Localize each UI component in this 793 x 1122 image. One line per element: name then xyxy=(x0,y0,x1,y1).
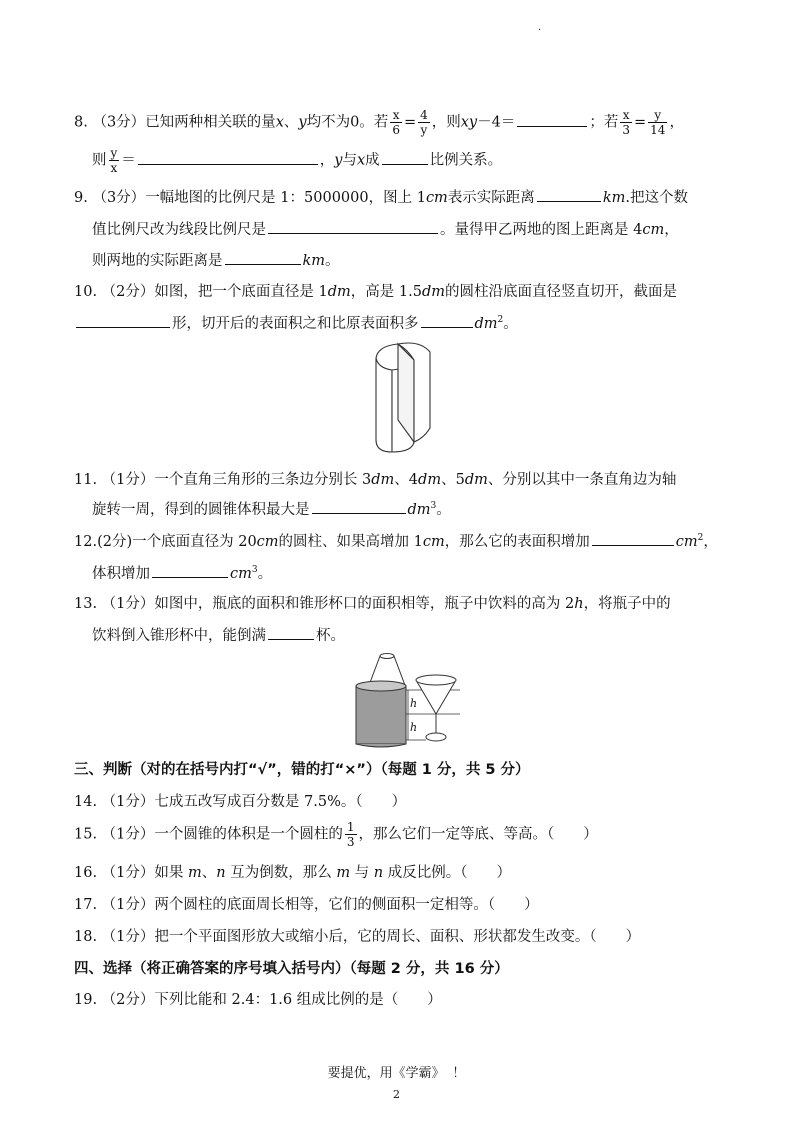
fraction xyxy=(418,108,430,137)
unit: km xyxy=(602,190,626,206)
question-16 xyxy=(74,861,511,882)
superscript: 2 xyxy=(697,533,704,544)
question-text: 表示实际距离 xyxy=(447,190,535,206)
question-text: 一个直角三角形的三条边分别长 3 xyxy=(154,472,372,488)
question-text: 。 xyxy=(436,502,451,518)
split-cylinder-figure xyxy=(368,340,438,454)
question-19 xyxy=(74,988,442,1009)
bottle-and-cone-figure xyxy=(350,650,462,748)
question-11-line-1 xyxy=(74,468,676,489)
answer-blank[interactable] xyxy=(517,112,587,127)
question-text: 与 xyxy=(342,152,357,169)
fraction-denominator: 6 xyxy=(392,123,400,137)
question-text: 已知两种相关联的量 xyxy=(145,114,276,131)
question-text: 旋转一周，得到的圆锥体积最大是 xyxy=(92,502,310,518)
question-text: （1分）一个圆锥的体积是一个圆柱的 xyxy=(101,826,343,843)
question-score: （3分） xyxy=(92,114,146,131)
question-text: 与 xyxy=(350,865,374,881)
fraction-denominator: 14 xyxy=(650,123,666,137)
question-text: （1分）七成五改写成百分数是 7.5%。（ ） xyxy=(101,794,407,810)
question-10-line-1 xyxy=(74,280,677,301)
question-text: （1分）把一个平面图形放大或缩小后，它的周长、面积、形状都发生改变。（ ） xyxy=(101,929,641,945)
top-mark: . xyxy=(538,22,542,33)
unit: dm xyxy=(327,284,351,300)
unit: cm xyxy=(675,534,698,550)
question-10-line-2 xyxy=(74,312,518,333)
question-text: 则两地的实际距离是 xyxy=(92,253,223,269)
unit: cm xyxy=(642,222,665,238)
question-text: （1分）两个圆柱的底面周长相等，它们的侧面积一定相等。（ ） xyxy=(101,897,539,913)
fraction-numerator: 4 xyxy=(420,108,428,122)
question-text: 的圆柱、如果高增加 1 xyxy=(278,534,423,550)
question-score: （1分） xyxy=(101,472,155,488)
unit: dm xyxy=(464,472,488,488)
variable: n xyxy=(216,865,226,881)
question-text: .把这个数 xyxy=(625,190,688,206)
answer-blank[interactable] xyxy=(225,250,301,265)
height-label: h xyxy=(410,721,418,734)
unit: dm xyxy=(421,284,446,300)
question-number: 19. xyxy=(74,992,98,1008)
question-text: 。量得甲乙两地的图上距离是 4 xyxy=(440,222,643,238)
unit: dm xyxy=(371,472,395,488)
answer-blank[interactable] xyxy=(592,531,674,546)
fraction-numerator: 1 xyxy=(346,820,355,834)
question-score: （2分） xyxy=(101,284,155,300)
expression: xy xyxy=(460,114,478,131)
variable: y xyxy=(334,152,343,169)
unit: h xyxy=(574,596,584,612)
question-text: ；若 xyxy=(589,114,619,131)
question-text: ，那么它的表面积增加 xyxy=(444,534,590,550)
equals: ＝ xyxy=(121,152,136,169)
question-text: 。 xyxy=(503,316,518,332)
unit: dm xyxy=(474,316,498,332)
question-number: 17. xyxy=(74,897,98,913)
question-8-line-2 xyxy=(92,146,502,175)
question-text: 、5 xyxy=(441,472,465,488)
question-9-line-2 xyxy=(92,218,679,239)
question-text: 如图中，瓶底的面积和锥形杯口的面积相等，瓶子中饮料的高为 2 xyxy=(154,596,575,612)
question-number: 9. xyxy=(74,190,88,206)
fraction-numerator: y xyxy=(648,108,667,123)
question-number: 18. xyxy=(74,929,98,945)
fraction xyxy=(648,108,667,137)
unit: dm xyxy=(418,472,442,488)
unit: cm xyxy=(230,566,252,582)
question-text: 成反比例。（ ） xyxy=(383,865,511,881)
fraction-numerator: x xyxy=(390,108,402,123)
fraction-denominator: 3 xyxy=(622,123,630,137)
fraction xyxy=(345,820,357,849)
question-text: 、分别以其中一条直角边为轴 xyxy=(487,472,677,488)
question-18 xyxy=(74,925,640,946)
question-text: 互为倒数，那么 xyxy=(225,865,337,881)
fraction xyxy=(390,108,402,137)
answer-blank[interactable] xyxy=(76,313,170,328)
question-score: (2分) xyxy=(97,534,133,550)
unit: km xyxy=(302,253,326,269)
question-text: 的圆柱沿底面直径竖直切开，截面是 xyxy=(445,284,678,300)
question-text: ， xyxy=(703,534,718,550)
question-text: ， xyxy=(669,114,684,131)
question-score: （1分） xyxy=(101,596,155,612)
unit: cm xyxy=(422,534,445,550)
question-text: 一幅地图的比例尺是 1：5000000，图上 1 xyxy=(145,190,426,206)
footer-slogan: 要提优，用《学霸》 ！ xyxy=(327,1066,466,1081)
question-text: 。 xyxy=(257,566,273,582)
answer-blank[interactable] xyxy=(382,150,428,165)
question-11-line-2 xyxy=(92,498,451,519)
question-text: 一个底面直径为 20 xyxy=(132,534,257,550)
superscript: 3 xyxy=(430,501,437,512)
section-4-title: 四、选择（将正确答案的序号填入括号内）（每题 2 分，共 16 分） xyxy=(74,961,509,977)
question-text: 杯。 xyxy=(316,628,345,644)
question-text: ，那么它们一定等底、等高。（ ） xyxy=(358,826,598,843)
question-text: 比例关系。 xyxy=(429,152,503,169)
section-3-title: 三、判断（对的在括号内打“√”，错的打“×”）（每题 1 分，共 5 分） xyxy=(74,762,530,778)
answer-blank[interactable] xyxy=(537,187,601,202)
question-13-line-2 xyxy=(92,624,345,645)
question-text: 则 xyxy=(92,152,107,169)
question-17 xyxy=(74,893,539,914)
question-9-line-1 xyxy=(74,186,688,207)
question-text: 均不为0。若 xyxy=(306,114,389,131)
question-text: ，高是 1.5 xyxy=(350,284,422,300)
question-number: 16. xyxy=(74,865,98,881)
question-text: 形，切开后的表面积之和比原表面积多 xyxy=(172,316,419,332)
question-text: 饮料倒入锥形杯中，能倒满 xyxy=(92,628,266,644)
fraction-denominator: x xyxy=(110,161,118,175)
fraction xyxy=(620,108,632,137)
question-text: 如图，把一个底面直径是 1 xyxy=(154,284,328,300)
answer-blank[interactable] xyxy=(312,499,406,514)
fraction-numerator: y xyxy=(110,146,118,160)
question-text: ， xyxy=(664,222,679,238)
question-number: 14. xyxy=(74,794,98,810)
question-text: 体积增加 xyxy=(92,566,150,582)
variable: x xyxy=(356,152,366,169)
question-text: 、 xyxy=(201,865,217,881)
height-label: h xyxy=(410,697,418,710)
question-8-line-1 xyxy=(74,108,684,137)
question-text: 成 xyxy=(365,152,380,169)
answer-blank[interactable] xyxy=(421,313,473,328)
question-14 xyxy=(74,790,406,811)
answer-blank[interactable] xyxy=(152,563,228,578)
question-number: 12. xyxy=(74,534,98,550)
question-number: 11. xyxy=(74,472,98,488)
fraction-numerator: x xyxy=(620,108,632,123)
question-text: ， xyxy=(319,152,335,169)
question-9-line-3 xyxy=(92,249,340,270)
question-15 xyxy=(74,820,598,849)
variable: y xyxy=(298,114,307,131)
equals: = xyxy=(634,114,647,131)
answer-blank[interactable] xyxy=(268,219,438,234)
variable: m xyxy=(336,865,351,881)
question-number: 15. xyxy=(74,826,98,843)
superscript: 2 xyxy=(497,315,504,326)
question-text: 、4 xyxy=(394,472,419,488)
fraction-denominator: y xyxy=(420,123,428,137)
answer-blank[interactable] xyxy=(268,625,314,640)
equals: = xyxy=(403,114,417,131)
question-12-line-1 xyxy=(74,530,718,551)
question-text: －4＝ xyxy=(477,114,516,131)
unit: cm xyxy=(425,190,448,206)
fraction-denominator: 3 xyxy=(346,835,355,849)
question-text: ，将瓶子中的 xyxy=(583,596,671,612)
question-13-line-1 xyxy=(74,592,671,613)
question-score: （3分） xyxy=(92,190,146,206)
unit: dm xyxy=(407,502,431,518)
unit: cm xyxy=(256,534,279,550)
variable: n xyxy=(373,865,384,881)
answer-blank[interactable] xyxy=(138,150,318,165)
question-number: 10. xyxy=(74,284,98,300)
question-text: （1分）如果 xyxy=(101,865,189,881)
superscript: 3 xyxy=(251,565,258,576)
question-text: 、 xyxy=(283,114,299,131)
page-number: 2 xyxy=(393,1088,400,1101)
question-number: 8. xyxy=(74,114,88,131)
variable: m xyxy=(188,865,202,881)
question-text: ，则 xyxy=(431,114,461,131)
question-text: （2分）下列比能和 2.4：1.6 组成比例的是（ ） xyxy=(101,992,442,1008)
question-number: 13. xyxy=(74,596,98,612)
variable: x xyxy=(275,114,284,131)
question-text: 值比例尺改为线段比例尺是 xyxy=(92,222,266,238)
question-text: 。 xyxy=(325,253,340,269)
fraction xyxy=(109,146,120,175)
question-12-line-2 xyxy=(92,562,272,583)
